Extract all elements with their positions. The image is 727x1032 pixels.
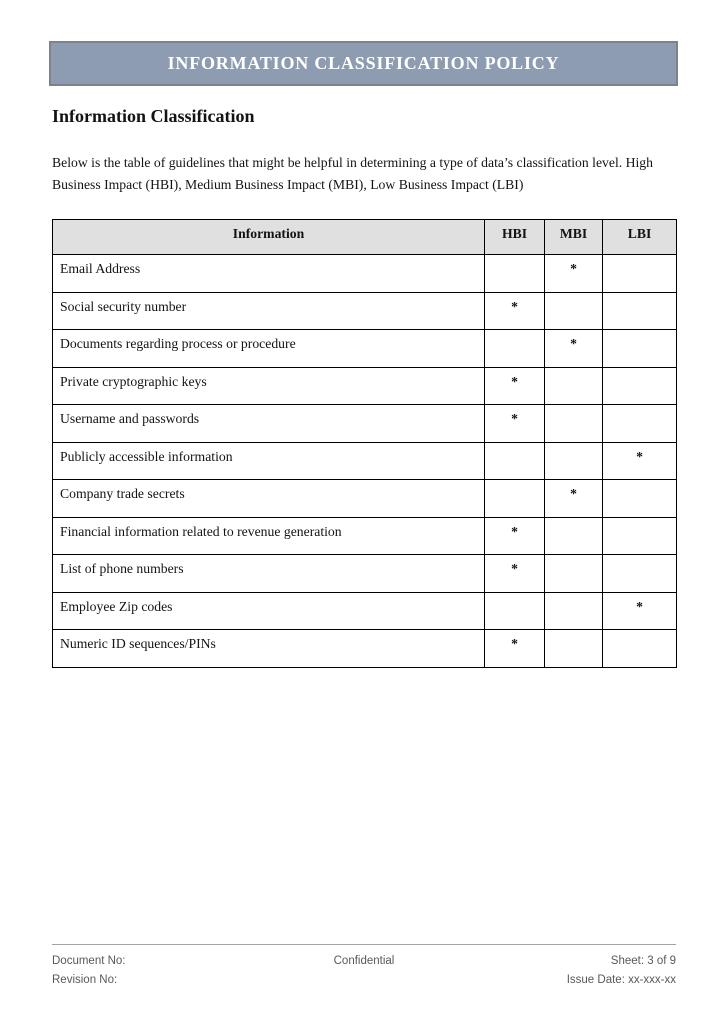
table-row (53, 592, 677, 630)
mbi-marker-cell (545, 367, 603, 405)
lbi-marker-cell (603, 480, 677, 518)
page-footer (52, 944, 676, 990)
header-row (53, 220, 677, 255)
information-label-cell: Employee Zip codes (53, 592, 485, 630)
lbi-marker-cell: * (603, 592, 677, 630)
classification-table-header (53, 220, 677, 255)
table-row (53, 555, 677, 593)
mbi-marker-cell (545, 517, 603, 555)
mbi-marker-cell (545, 630, 603, 668)
lbi-marker-cell (603, 630, 677, 668)
mbi-marker-cell (545, 592, 603, 630)
information-label-cell: Company trade secrets (53, 480, 485, 518)
table-row (53, 292, 677, 330)
header-lbi: LBI (603, 220, 677, 255)
information-label-cell: Email Address (53, 255, 485, 293)
sheet-number-label: Sheet: 3 of 9 (610, 955, 676, 967)
table-row (53, 630, 677, 668)
hbi-marker-cell (485, 592, 545, 630)
lbi-marker-cell (603, 555, 677, 593)
information-label-cell: List of phone numbers (53, 555, 485, 593)
hbi-marker-cell: * (485, 517, 545, 555)
header-mbi: MBI (545, 220, 603, 255)
table-row (53, 480, 677, 518)
hbi-marker-cell (485, 255, 545, 293)
footer-right (468, 952, 676, 990)
confidential-label: Confidential (333, 955, 395, 967)
footer-left (52, 952, 260, 990)
information-label-cell: Social security number (53, 292, 485, 330)
hbi-marker-cell: * (485, 405, 545, 443)
hbi-marker-cell: * (485, 555, 545, 593)
footer-center (260, 952, 468, 990)
header-hbi: HBI (485, 220, 545, 255)
intro-paragraph: Below is the table of guidelines that might be helpful in determining a type of data’s classification level. High Business Impact (HBI), Medium Business Impact (MBI), Low Business Impact (LBI) (52, 155, 653, 192)
information-label-cell: Publicly accessible information (53, 442, 485, 480)
lbi-marker-cell (603, 292, 677, 330)
classification-table-body (53, 255, 677, 668)
policy-title-banner (49, 41, 678, 86)
section-heading: Information Classification (52, 106, 255, 126)
table-row (53, 255, 677, 293)
information-label-cell: Numeric ID sequences/PINs (53, 630, 485, 668)
mbi-marker-cell (545, 292, 603, 330)
hbi-marker-cell (485, 330, 545, 368)
table-row (53, 367, 677, 405)
lbi-marker-cell (603, 517, 677, 555)
mbi-marker-cell (545, 405, 603, 443)
mbi-marker-cell (545, 555, 603, 593)
revision-no-label: Revision No: (52, 974, 118, 986)
hbi-marker-cell: * (485, 630, 545, 668)
information-label-cell: Username and passwords (53, 405, 485, 443)
lbi-marker-cell (603, 255, 677, 293)
mbi-marker-cell: * (545, 480, 603, 518)
lbi-marker-cell: * (603, 442, 677, 480)
policy-title: INFORMATION CLASSIFICATION POLICY (167, 53, 560, 73)
table-row (53, 405, 677, 443)
mbi-marker-cell: * (545, 330, 603, 368)
document-no-label: Document No: (52, 955, 126, 967)
mbi-marker-cell: * (545, 255, 603, 293)
hbi-marker-cell: * (485, 367, 545, 405)
table-row (53, 330, 677, 368)
hbi-marker-cell: * (485, 292, 545, 330)
information-label-cell: Documents regarding process or procedure (53, 330, 485, 368)
information-label-cell: Private cryptographic keys (53, 367, 485, 405)
classification-table (52, 219, 677, 668)
table-row (53, 517, 677, 555)
lbi-marker-cell (603, 330, 677, 368)
issue-date-label: Issue Date: xx-xxx-xx (566, 974, 676, 986)
information-label-cell: Financial information related to revenue generation (53, 517, 485, 555)
lbi-marker-cell (603, 367, 677, 405)
hbi-marker-cell (485, 442, 545, 480)
lbi-marker-cell (603, 405, 677, 443)
mbi-marker-cell (545, 442, 603, 480)
hbi-marker-cell (485, 480, 545, 518)
header-information: Information (53, 220, 485, 255)
table-row (53, 442, 677, 480)
